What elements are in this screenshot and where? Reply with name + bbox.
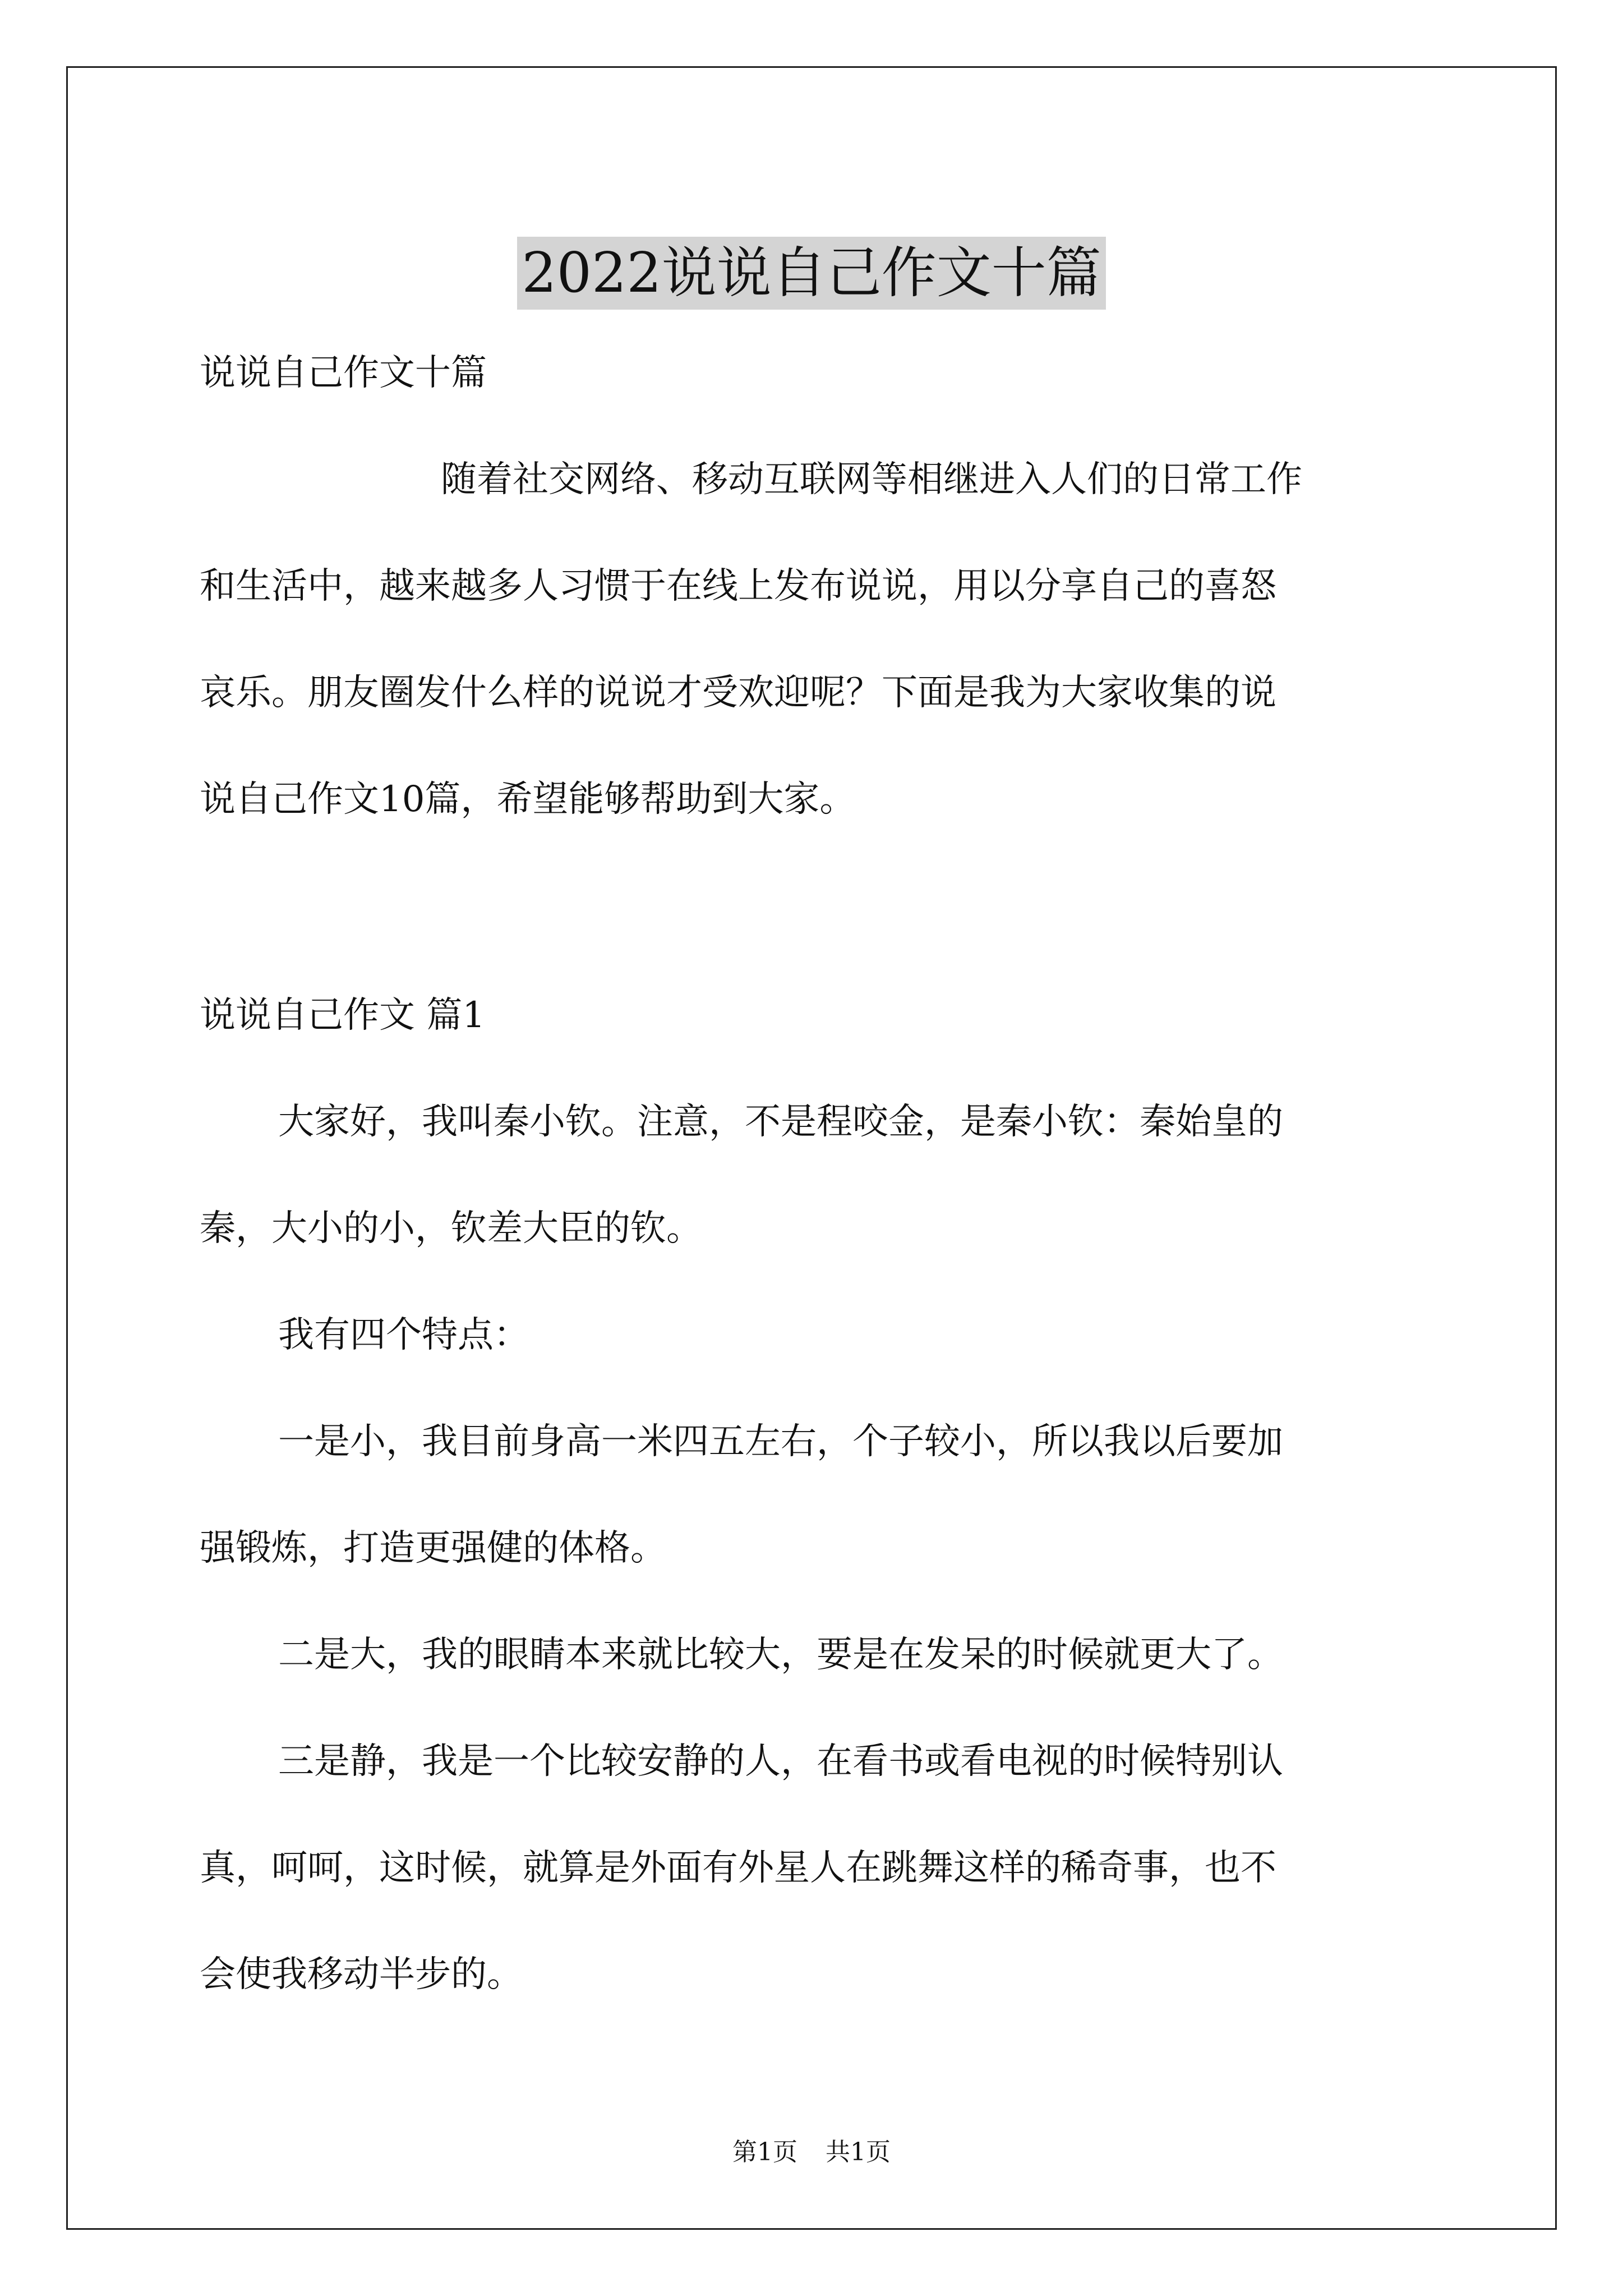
paragraph-line: 三是静，我是一个比较安静的人，在看书或看电视的时候特别认 <box>278 1741 1283 1782</box>
document-title: 2022说说自己作文十篇 <box>517 237 1105 310</box>
section-heading: 说说自己作文 篇1 <box>200 995 486 1036</box>
paragraph-line: 真，呵呵，这时候，就算是外面有外星人在跳舞这样的稀奇事，也不 <box>200 1847 1276 1889</box>
paragraph-line: 一是小，我目前身高一米四五左右，个子较小，所以我以后要加 <box>278 1421 1283 1462</box>
paragraph-line: 大家好，我叫秦小钦。注意，不是程咬金，是秦小钦：秦始皇的 <box>278 1101 1283 1143</box>
page-number: 第1页 <box>732 2138 797 2166</box>
subtitle: 说说自己作文十篇 <box>200 352 487 394</box>
page-footer <box>0 2132 1623 2168</box>
intro-line: 哀乐。朋友圈发什么样的说说才受欢迎呢？下面是我为大家收集的说 <box>200 672 1276 714</box>
paragraph-line: 秦，大小的小，钦差大臣的钦。 <box>200 1208 702 1249</box>
paragraph-line: 我有四个特点： <box>278 1314 529 1356</box>
paragraph-line: 二是大，我的眼睛本来就比较大，要是在发呆的时候就更大了。 <box>278 1634 1283 1676</box>
document-body <box>200 320 1428 853</box>
intro-line: 随着社交网络、移动互联网等相继进入人们的日常工作 <box>441 459 1302 500</box>
paragraph-line: 强锻炼，打造更强健的体格。 <box>200 1527 666 1569</box>
intro-line: 和生活中，越来越多人习惯于在线上发布说说，用以分享自己的喜怒 <box>200 565 1276 607</box>
section-1 <box>200 962 1428 2028</box>
paragraph-line: 会使我移动半步的。 <box>200 1954 523 1995</box>
page-total: 共1页 <box>826 2138 891 2166</box>
intro-line: 说自己作文10篇，希望能够帮助到大家。 <box>200 779 856 820</box>
